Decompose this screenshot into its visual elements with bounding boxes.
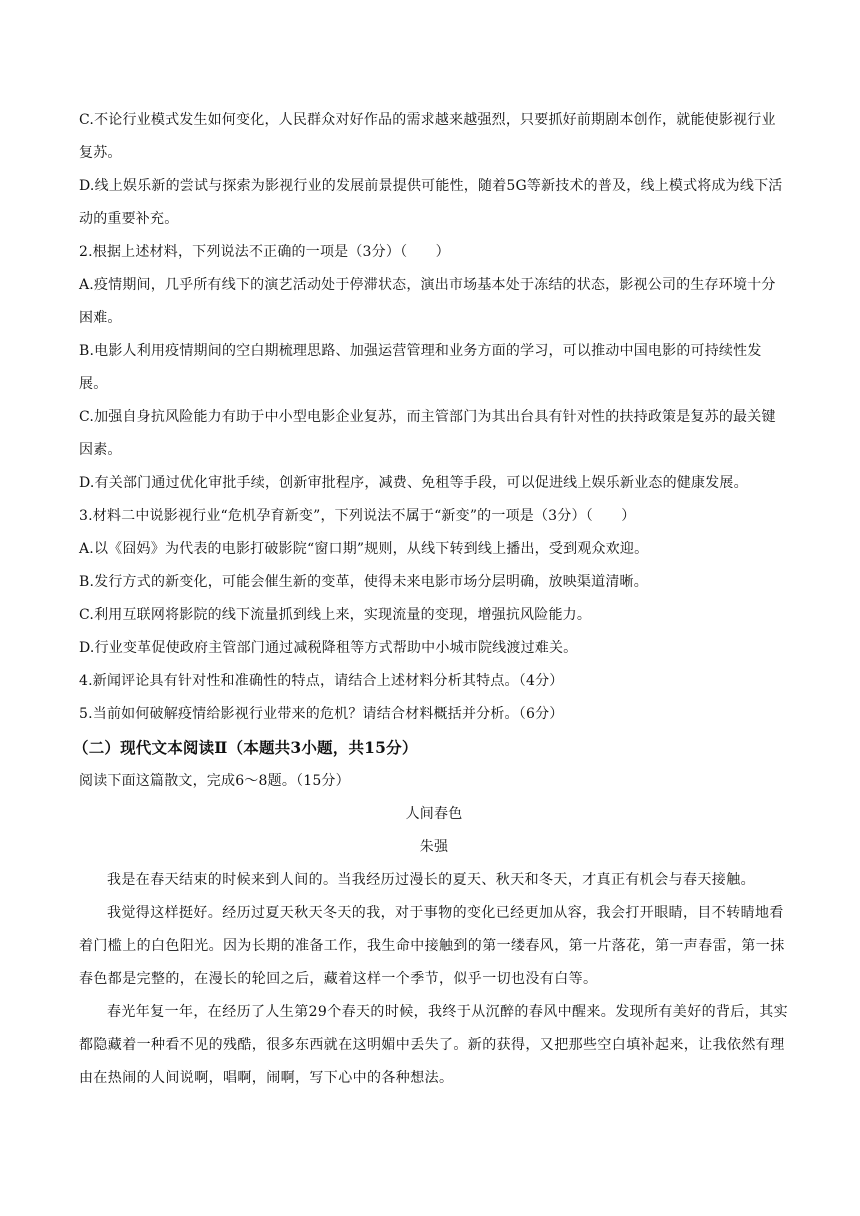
section-heading: （二）现代文本阅读Ⅱ（本题共3小题，共15分） [73, 738, 418, 757]
article-title: 人间春色 [405, 806, 463, 822]
q3-stem: 3.材料二中说影视行业“危机孕育新变”，下列说法不属于“新变”的一项是（3分）（ ） [79, 508, 636, 524]
q2-option-a: A.疫情期间，几乎所有线下的演艺活动处于停滞状态，演出市场基本处于冻结的状态，影视公司的生存环境十分困难。 [79, 277, 776, 326]
article [79, 798, 789, 1095]
q1-option-c: C.不论行业模式发生如何变化，人民群众对好作品的需求越来越强烈，只要抓好前期剧本创作，就能使影视行业复苏。 [79, 112, 776, 161]
section-instruction: 阅读下面这篇散文，完成6～8题。（15分） [79, 773, 350, 789]
q2-stem: 2.根据上述材料，下列说法不正确的一项是（3分）（ ） [79, 244, 450, 260]
q5-stem: 5.当前如何破解疫情给影视行业带来的危机？请结合材料概括并分析。（6分） [79, 706, 564, 722]
q3-option-b: B.发行方式的新变化，可能会催生新的变革，使得未来电影市场分层明确，放映渠道清晰。 [79, 574, 648, 590]
q2-option-b: B.电影人利用疫情期间的空白期梳理思路、加强运营管理和业务方面的学习，可以推动中国电影的可持续性发展。 [79, 343, 762, 392]
q1-option-d: D.线上娱乐新的尝试与探索为影视行业的发展前景提供可能性，随着5G等新技术的普及，线上模式将成为线下活动的重要补充。 [79, 178, 783, 227]
article-paragraph: 我觉得这样挺好。经历过夏天秋天冬天的我，对于事物的变化已经更加从容，我会打开眼睛，目不转睛地看着门槛上的白色阳光。因为长期的准备工作，我生命中接触到的第一缕春风，第一片落花，第一声春雷，第一抹春色都是完整的，在漫长的轮回之后，藏着这样一个季节，似乎一切也没有白等。 [79, 905, 785, 987]
page-content [73, 104, 789, 1095]
article-paragraph: 我是在春天结束的时候来到人间的。当我经历过漫长的夏天、秋天和冬天，才真正有机会与春天接触。 [107, 872, 755, 888]
q3-option-c: C.利用互联网将影院的线下流量抓到线上来，实现流量的变现，增强抗风险能力。 [79, 607, 592, 623]
article-paragraph: 春光年复一年，在经历了人生第29个春天的时候，我终于从沉醉的春风中醒来。发现所有美好的背后，其实都隐藏着一种看不见的残酷，很多东西就在这明媚中丢失了。新的获得，又把那些空白填补起来，让我依然有理由在热闹的人间说啊，唱啊，闹啊，写下心中的各种想法。 [79, 1004, 789, 1086]
q2-option-c: C.加强自身抗风险能力有助于中小型电影企业复苏，而主管部门为其出台具有针对性的扶持政策是复苏的最关键因素。 [79, 409, 776, 458]
article-author: 朱强 [419, 839, 449, 855]
q4-stem: 4.新闻评论具有针对性和准确性的特点，请结合上述材料分析其特点。（4分） [79, 673, 564, 689]
q2-option-d: D.有关部门通过优化审批手续，创新审批程序，减费、免租等手段，可以促进线上娱乐新业态的健康发展。 [79, 475, 748, 491]
q3-option-d: D.行业变革促使政府主管部门通过减税降租等方式帮助中小城市院线渡过难关。 [79, 640, 578, 656]
q3-option-a: A.以《囧妈》为代表的电影打破影院“窗口期”规则，从线下转到线上播出，受到观众欢迎。 [79, 541, 649, 557]
